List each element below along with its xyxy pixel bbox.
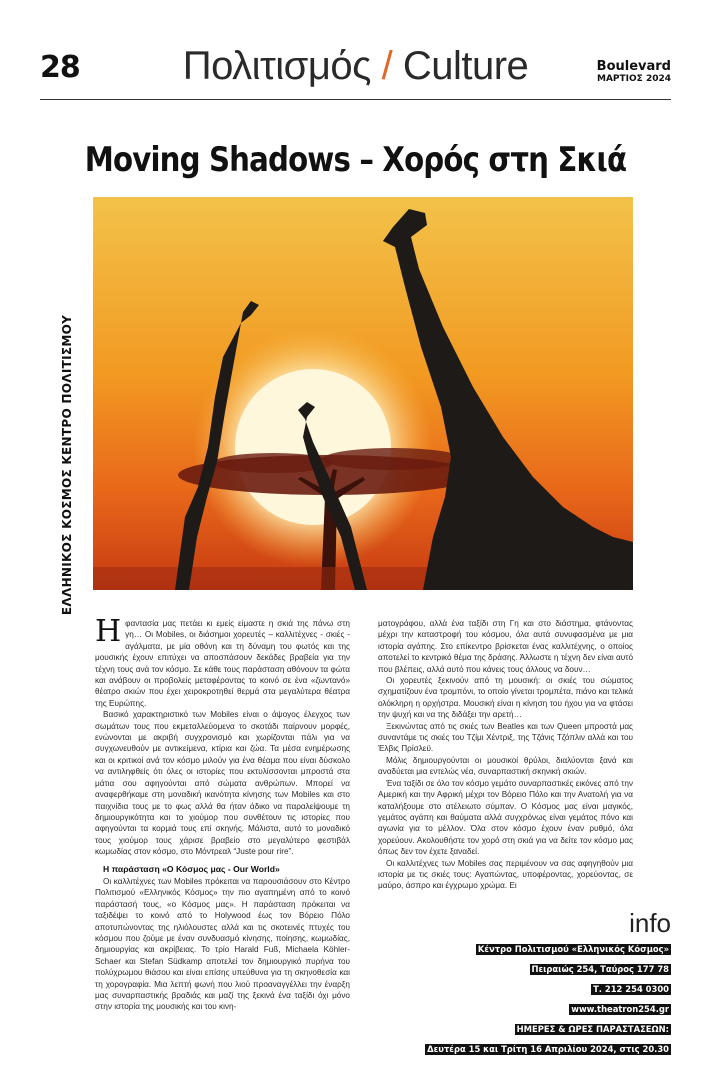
info-venue: Κέντρο Πολιτισμού «Ελληνικός Κόσμος» <box>477 944 669 954</box>
article-paragraph: Μόλις δημιουργούνται οι μουσικοί θρύλοι, διαλύονται ξανά και αναδύεται μια εντελώς νέα, συναρπαστική σκηνική σκιών. <box>378 755 633 777</box>
article-paragraph: Οι χορευτές ξεκινούν από τη μουσική: οι σκιές του σώματος σχηματίζουν ένα τρομπόνι, το οποίο γίνεται τρομπέτα, πιάνο και τελικά ολόκληρη η ορχήστρα. Μουσική είναι η κίνηση του ήχου για να φτάσει την ψυχή και να της διδάξει την αρετή… <box>378 676 633 720</box>
article-paragraph: Οι καλλιτέχνες των Mobiles σας περιμένουν να σας αφηγηθούν μια ιστορία με τις σκιές τους: Αγαπώντας, υποφέροντας, χορεύοντας, σε μαύρο, άσπρο και έγχρωμο χρώμα. Ει <box>378 858 633 891</box>
side-label <box>60 314 74 616</box>
article-paragraph: Βασικό χαρακτηριστικό των Mobiles είναι ο άψογος έλεγχος των σωμάτων τους που εκμεταλλεύομενα το σκοτάδι παίρνουν μορφές, ενώνονται με ακριβή συγχρονισμό και χωρίζονται πάλι για να συγχωνευθούν με αντικείμενα, κτίρια και ζώα. Τα μέσα ενημέρωσης και οι κριτικοί ανά τον κόσμο μιλούν για ένα θέαμα που είναι δύσκολο να αντιληφθείς ότι όλες οι ιστορίες που εκτυλίσσονται μπροστά στα μάτια σου αφηγούνται από σώματα ανθρώπων. Μπορεί να αναφερθήκαμε στη μοναδική ικανότητα κίνησης των Mobiles και στο παιχνίδια τους με το φως αλλά θα ήταν άδικο να παραλείψουμε τη δημιουργικότητα και το χιούμορ που συνθέτουν τις ιστορίες που αφηγούνται τα κορμιά τους επί σκηνής. Μάλιστα, αυτό το μοναδικό τους χιούμορ τους χάρισε βραβείο στο μεγαλύτερο φεστιβάλ κωμωδίας στον κόσμο, στο Μόντρεαλ “Juste pour rire”. <box>95 710 350 857</box>
article-paragraph: Ξεκινώντας από τις σκιές των Beatles και των Queen μπροστά μας συναντάμε τις σκιές του Τζίμι Χέντριξ, της Τζάνις Τζόπλιν αλλά και του Έλβις Πρίσλεϋ. <box>378 721 633 754</box>
header-divider <box>40 99 671 100</box>
article-column-right <box>378 618 633 892</box>
info-schedule-dates: Δευτέρα 15 και Τρίτη 16 Απριλίου 2024, στις 20.30 <box>427 1044 669 1054</box>
info-phone: Τ. 212 254 0300 <box>593 984 669 994</box>
issue-date: ΜΑΡΤΙΟΣ 2024 <box>597 74 671 84</box>
section-title-greek: Πολιτισμός <box>182 44 371 88</box>
article-paragraph: Οι καλλιτέχνες των Mobiles πρόκειται να παρουσιάσουν στο Κέντρο Πολιτισμού «Ελληνικός Κόσμος» την πιο αγαπημένη από το κοινό παράστασή τους, «ο Κόσμος μας». Η παράσταση πρόκειται να ταξιδέψει το κοινό από το Holywood έως τον Βόρειο Πόλο αποτυπώνοντας της ηλιόλουστες αλλά και τις σκοτεινές πτυχές του κόσμου που ζούμε με έναν συνδυασμό κίνησης, ποίησης, κωμωδίας, δημιουργίας και ακρίβειας. Το τρίο Harald Fuß, Michaela Köhler-Schaer και Stefan Südkamp αποτελεί τον δημιουργικό πυρήνα του πολύχρωμου θιάσου και είναι επίσης υπεύθυνα για τη σκηνοθεσία και τη χορογραφία. Μια λεπτή φωνή που λιού προαναγγέλλει την έναρξη μας συναρπαστικής βραδιάς και μαζί της ξεκινά ένα ταξίδι όχι μόνο στην ιστορία της μουσικής και του κινη- <box>95 876 350 1012</box>
article-column-left <box>95 614 350 1013</box>
article-paragraph: Ηφαντασία μας πετάει κι εμείς είμαστε η σκιά της πάνω στη γη… Οι Mobiles, οι διάσημοι χορευτές – καλλιτέχνες - σκιές - αγάλματα, με μία οθόνη και τη δύναμη του φωτός και της μουσικής έχουν επιτύχει να αποσπάσουν δεκάδες βραβεία για την τέχνη τους ανά τον κόσμο. Σε κάθε τους παράσταση αθόνουν τα φώτα και ανάβουν οι προβολείς μεταφέροντας το κοινό σε ένα «ζωντανό» θέατρο σκιών που έχει χειροκροτηθεί θερμά στα μεγαλύτερα θέατρα της Ευρώπης. <box>95 614 350 708</box>
page-number: 28 <box>40 50 80 85</box>
info-schedule-heading: ΗΜΕΡΕΣ & ΩΡΕΣ ΠΑΡΑΣΤΑΣΕΩΝ: <box>516 1024 669 1034</box>
section-title-english: Culture <box>402 44 529 88</box>
info-title: info <box>629 908 671 938</box>
article-paragraph: Ένα ταξίδι σε όλο τον κόσμο γεμάτο συναρπαστικές εικόνες από την Αμερική και την Αφρική μέχρι τον Βόρειο Πόλο και την Ανατολή για να καταλήξουμε στο ατέλειωτο σύμπαν. Ο Κόσμος μας είναι μαγικός, γεμάτος αγάπη και θαύματα αλλά συγχρόνως είναι γεμάτος πόνο και αγωνία για το μέλλον. Όλα στον κόσμο έχουν έναν ρυθμό, όλα χορεύουν. Ακολουθήστε τον χορό στη σκιά για να δείτε τον κόσμο μας όπως δεν τον έχετε ξαναδεί. <box>378 778 633 857</box>
brand-name: Boulevard <box>596 59 671 74</box>
side-label-text: ΕΛΛΗΝΙΚΟΣ ΚΟΣΜΟΣ ΚΕΝΤΡΟ ΠΟΛΙΤΙΣΜΟΥ <box>60 314 74 616</box>
info-website-link[interactable]: www.theatron254.gr <box>571 1004 669 1014</box>
drop-cap: Η <box>95 614 122 649</box>
info-address: Πειραιώς 254, Ταύρος 177 78 <box>531 964 669 974</box>
section-title-slash: / <box>381 44 393 88</box>
article-title: Moving Shadows – Χορός στη Σκιά <box>84 140 627 180</box>
article-paragraph: ματογράφου, αλλά ένα ταξίδι στη Γη και στο διάστημα, φτάνοντας μέχρι την καταστροφή του κόσμου, όλα αυτά συνυφασμένα με μια ιστορία αγάπης. Στο επίκεντρο βρίσκεται ένας καλλιτέχνης, ο οποίος αποτελεί το κεντρικό θέμα της δράσης. Άλλωστε η τέχνη δεν είναι αυτό που βλέπεις, αλλά αυτό που κάνεις τους άλλους να δουν… <box>378 619 633 674</box>
giraffe-sunset-illustration <box>93 197 633 590</box>
magazine-brand <box>597 60 671 85</box>
info-box <box>421 939 671 1059</box>
article-subheading: Η παράσταση «Ο Κόσμος μας - Our World» <box>103 863 280 874</box>
hero-image <box>93 197 633 590</box>
